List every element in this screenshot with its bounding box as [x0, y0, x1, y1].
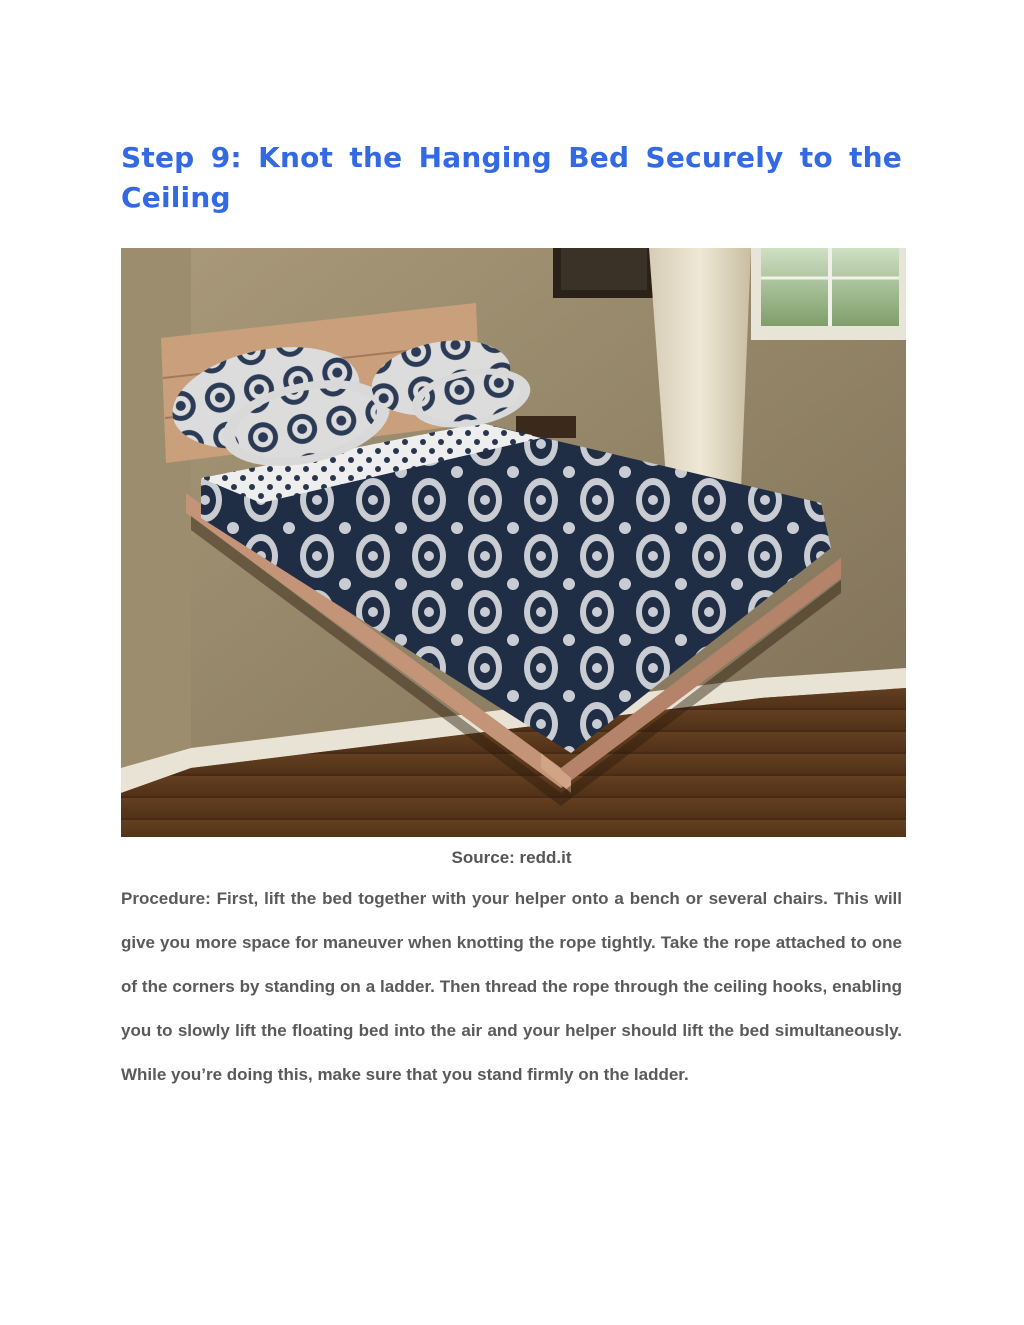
- step-heading-line-2: Ceiling: [121, 181, 231, 214]
- step-heading-line-1: Step 9: Knot the Hanging Bed Securely to the: [121, 141, 902, 174]
- bed-photo-illustration: [121, 248, 906, 837]
- image-caption: Source: redd.it: [451, 848, 572, 867]
- procedure-paragraph: Procedure: First, lift the bed together with your helper onto a bench or several chairs. This will give you more space for maneuver when knotting the rope tightly. Take the rope attached to one of the corners by standing on a ladder. Then thread the rope through the ceiling hooks, enabling you to slowly lift the floating bed into the air and your helper should lift the bed simultaneously. While you’re doing this, make sure that you stand firmly on the ladder.: [121, 889, 902, 1084]
- step-heading: [121, 138, 902, 218]
- bed-photo: [121, 248, 906, 837]
